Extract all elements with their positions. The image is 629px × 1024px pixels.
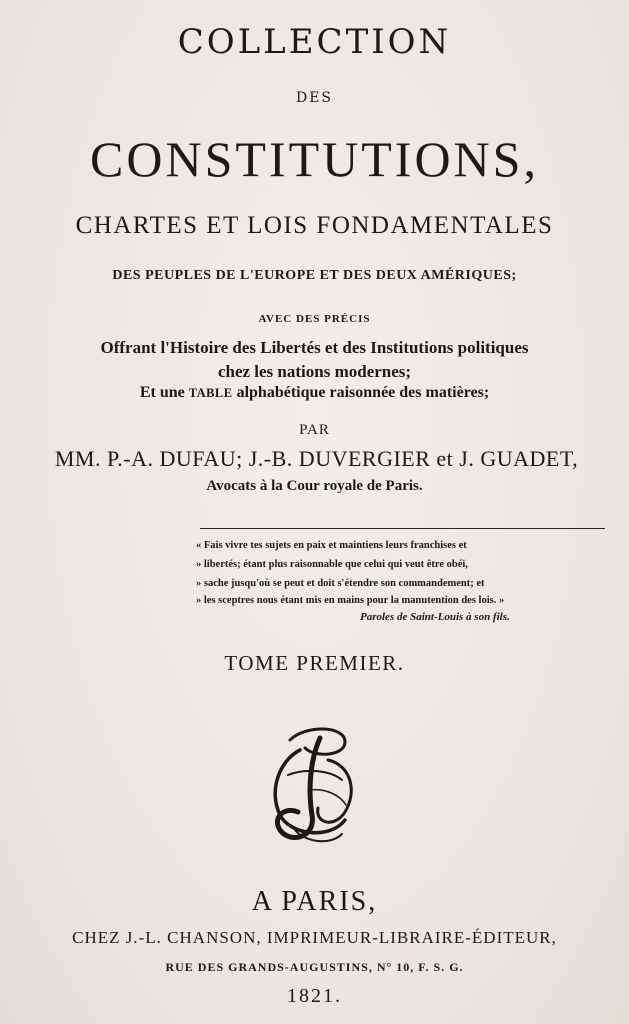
epigraph-rule [200,528,605,529]
table-word: TABLE [188,386,233,400]
tome-label: TOME PREMIER. [224,651,405,675]
imprint-publisher: CHEZ J.-L. CHANSON, IMPRIMEUR-LIBRAIRE-ÉDITEUR, [72,928,557,947]
subtitle-offrant: Offrant l'Histoire des Libertés et des Institutions politiques [100,338,529,357]
imprint-address: RUE DES GRANDS-AUGUSTINS, N° 10, F. S. G. [165,960,464,974]
subtitle-peuples: DES PEUPLES DE L'EUROPE ET DES DEUX AMÉRIQUES; [112,268,517,283]
epigraph-attribution: Paroles de Saint-Louis à son fils. [360,611,510,623]
epigraph-line-4: » les sceptres nous étant mis en mains pour la manutention des lois. » [196,595,505,606]
title-collection: COLLECTION [177,22,452,62]
table-prefix: Et une [139,384,189,401]
subtitle-table [0,384,629,402]
title-chartes: CHARTES ET LOIS FONDAMENTALES [75,212,554,239]
par-label: PAR [299,422,330,438]
table-suffix: alphabétique raisonnée des matières; [232,384,490,401]
subtitle-avec: AVEC DES PRÉCIS [258,313,371,325]
title-constitutions: CONSTITUTIONS, [90,131,539,187]
epigraph-line-1: « Fais vivre tes sujets en paix et maintiens leurs franchises et [196,540,467,551]
authors: MM. P.-A. DUFAU; J.-B. DUVERGIER et J. GUADET, [54,446,579,471]
authors-affiliation: Avocats à la Cour royale de Paris. [206,478,423,494]
imprint-year: 1821. [287,985,342,1007]
epigraph-line-3: » sache jusqu'où se peut et doit s'étendre son commandement; et [196,578,485,589]
imprint-place: A PARIS, [251,886,378,917]
subtitle-nations: chez les nations modernes; [217,362,412,381]
monogram-jlc-icon [250,720,370,850]
epigraph-line-2: » libertés; étant plus raisonnable que celui qui veut être obéi, [196,559,468,570]
title-des: DES [295,90,334,106]
